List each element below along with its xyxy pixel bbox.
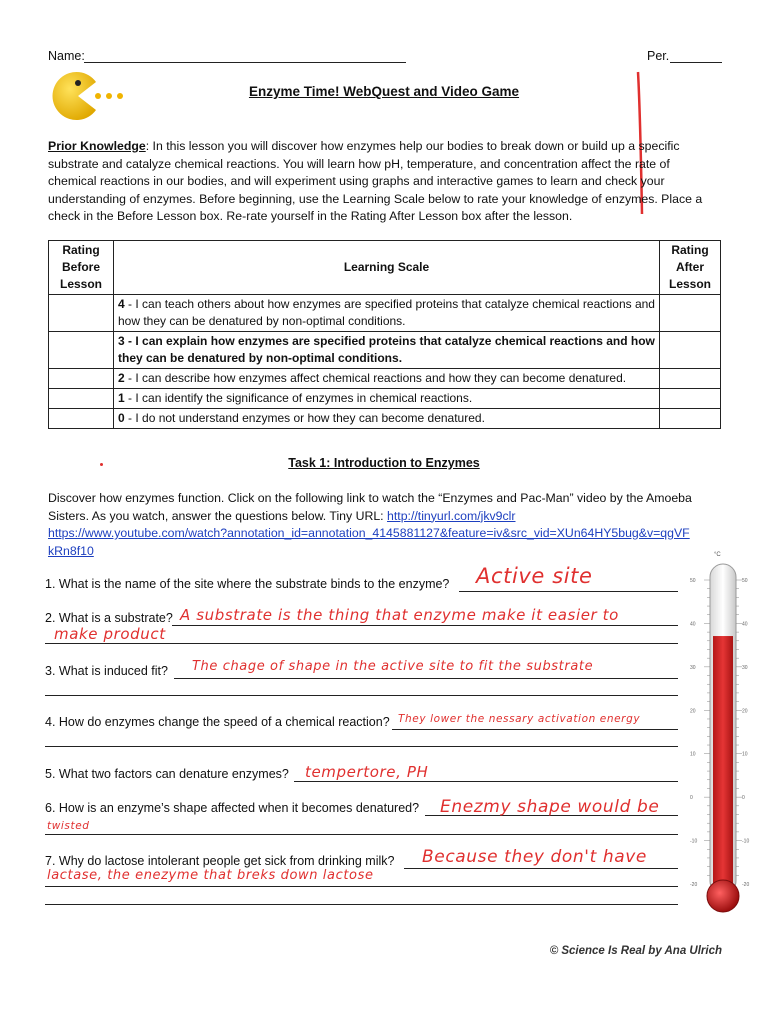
rating-after-cell[interactable] <box>660 369 721 389</box>
footer-credit: © Science Is Real by Ana Ulrich <box>549 945 722 957</box>
prior-knowledge-heading: Prior Knowledge <box>48 139 146 153</box>
question-2: 2. What is a substrate? <box>45 611 173 625</box>
period-field[interactable] <box>670 62 722 63</box>
table-row <box>49 409 721 429</box>
scale-text: 0 - I do not understand enzymes or how they can become denatured. <box>114 409 660 429</box>
rating-after-cell[interactable] <box>660 332 721 369</box>
task1-intro <box>48 490 738 560</box>
prior-knowledge <box>48 138 728 226</box>
rating-before-cell[interactable] <box>49 332 114 369</box>
answer-2: A substrate is the thing that enzyme make it easier to <box>180 606 619 624</box>
task1-intro-line-2: Sisters. As you watch, answer the questions below. Tiny URL: <box>48 508 388 523</box>
answer-line[interactable] <box>172 625 678 626</box>
question-3: 3. What is induced fit? <box>45 664 168 678</box>
answer-6-cont: twisted <box>47 820 90 832</box>
table-row <box>49 332 721 369</box>
col-rating-before: Rating Before Lesson <box>49 241 114 295</box>
question-7: 7. Why do lactose intolerant people get sick from drinking milk? <box>45 854 395 868</box>
rating-after-cell[interactable] <box>660 295 721 332</box>
answer-line[interactable] <box>45 904 678 905</box>
answer-line[interactable] <box>174 678 678 679</box>
prior-line-2: substrate and catalyze chemical reactions. You will learn how pH, temperature, and concentration affect the rate of <box>48 156 670 171</box>
tick-label-right: 40 <box>742 621 748 628</box>
tick-label-right: 20 <box>742 708 748 715</box>
table-header-row <box>49 241 721 295</box>
tick-label-left: -10 <box>690 838 698 845</box>
rating-before-cell[interactable] <box>49 369 114 389</box>
answer-7-cont: lactase, the enezyme that breks down lactose <box>47 868 374 883</box>
answer-line[interactable] <box>294 781 678 782</box>
tick-label-right: 10 <box>742 751 748 758</box>
prior-line-1: : In this lesson you will discover how enzymes help our bodies to break down or build up a specific <box>145 139 680 153</box>
tick-label-right: -20 <box>742 882 750 888</box>
tick-label-right: 0 <box>742 795 745 802</box>
col-learning-scale: Learning Scale <box>114 241 660 295</box>
learning-scale-table <box>48 240 721 429</box>
answer-5: tempertore, PH <box>305 763 429 781</box>
answer-line[interactable] <box>45 643 678 644</box>
answer-line[interactable] <box>45 746 678 747</box>
task1-title: Task 1: Introduction to Enzymes <box>288 456 480 470</box>
thermometer-graphic <box>688 552 758 916</box>
question-4: 4. How do enzymes change the speed of a chemical reaction? <box>45 715 390 729</box>
answer-1: Active site <box>476 564 593 588</box>
thermometer-unit: °C <box>714 552 721 558</box>
youtube-link-cont[interactable]: kRn8f10 <box>48 543 94 558</box>
scale-text: 2 - I can describe how enzymes affect chemical reactions and how they can become denatured. <box>114 369 660 389</box>
scale-text: 4 - I can teach others about how enzymes are specified proteins that catalyze chemical reactions and how they can be denatured by non-optimal conditions. <box>114 295 660 332</box>
scale-text: 1 - I can identify the significance of enzymes in chemical reactions. <box>114 389 660 409</box>
youtube-link[interactable]: https://www.youtube.com/watch?annotation_id=annotation_4145881127&feature=iv&src_vid=XUn64HY5bug&v=qgVF <box>48 526 690 540</box>
answer-line[interactable] <box>45 834 678 835</box>
table-row <box>49 389 721 409</box>
table-row <box>49 295 721 332</box>
rating-before-cell[interactable] <box>49 409 114 429</box>
name-field[interactable] <box>84 62 406 63</box>
table-row <box>49 369 721 389</box>
prior-line-3: chemical reactions in our bodies, and will experiment using graphs and interactive games to learn and check your <box>48 174 665 188</box>
answer-line[interactable] <box>404 868 678 869</box>
tick-label-right: -10 <box>742 838 750 845</box>
answer-line[interactable] <box>459 591 678 592</box>
period-label: Per. <box>647 49 670 63</box>
tiny-url-link[interactable]: http://tinyurl.com/jkv9clr <box>387 508 516 523</box>
tick-label-left: 20 <box>690 708 696 715</box>
tick-label-right: 30 <box>742 664 748 671</box>
task1-intro-line-1: Discover how enzymes function. Click on the following link to watch the “Enzymes and Pac-Man” video by the Amoeba <box>48 491 692 505</box>
tick-label-left: -20 <box>690 882 698 888</box>
page-title: Enzyme Time! WebQuest and Video Game <box>248 84 520 99</box>
thermometer-bulb <box>707 880 739 912</box>
rating-before-cell[interactable] <box>49 389 114 409</box>
name-label: Name: <box>48 49 85 63</box>
col-rating-after: Rating After Lesson <box>660 241 721 295</box>
question-6: 6. How is an enzyme’s shape affected when it becomes denatured? <box>45 801 420 815</box>
answer-6: Enezmy shape would be <box>440 797 660 817</box>
rating-before-cell[interactable] <box>49 295 114 332</box>
answer-4: They lower the nessary activation energy <box>398 713 641 725</box>
answer-2-cont: make product <box>54 625 166 643</box>
scale-text: 3 - I can explain how enzymes are specified proteins that catalyze chemical reactions and how they can be denatured by non-optimal conditions. <box>114 332 660 369</box>
answer-line[interactable] <box>45 886 678 887</box>
answer-3: The chage of shape in the active site to fit the substrate <box>192 659 594 674</box>
prior-line-5: check in the Before Lesson box. Re-rate yourself in the Rating After Lesson box after the lesson. <box>48 209 573 223</box>
answer-7: Because they don't have <box>422 847 647 867</box>
tick-label-left: 40 <box>690 621 696 628</box>
question-1: 1. What is the name of the site where the substrate binds to the enzyme? <box>45 577 450 591</box>
answer-line[interactable] <box>392 729 678 730</box>
tick-label-left: 0 <box>690 795 693 802</box>
prior-line-4: understanding of enzymes. Before beginning, use the Learning Scale below to rate your knowledge of enzymes. Place a <box>48 191 703 206</box>
tick-label-left: 10 <box>690 751 696 758</box>
thermometer-fluid <box>713 636 733 892</box>
thermometer <box>688 552 758 916</box>
question-5: 5. What two factors can denature enzymes? <box>45 767 289 781</box>
rating-after-cell[interactable] <box>660 389 721 409</box>
tick-label-right: 50 <box>742 578 748 584</box>
rating-after-cell[interactable] <box>660 409 721 429</box>
answer-line[interactable] <box>45 695 678 696</box>
tick-label-left: 50 <box>690 578 696 584</box>
tick-label-left: 30 <box>690 664 696 671</box>
